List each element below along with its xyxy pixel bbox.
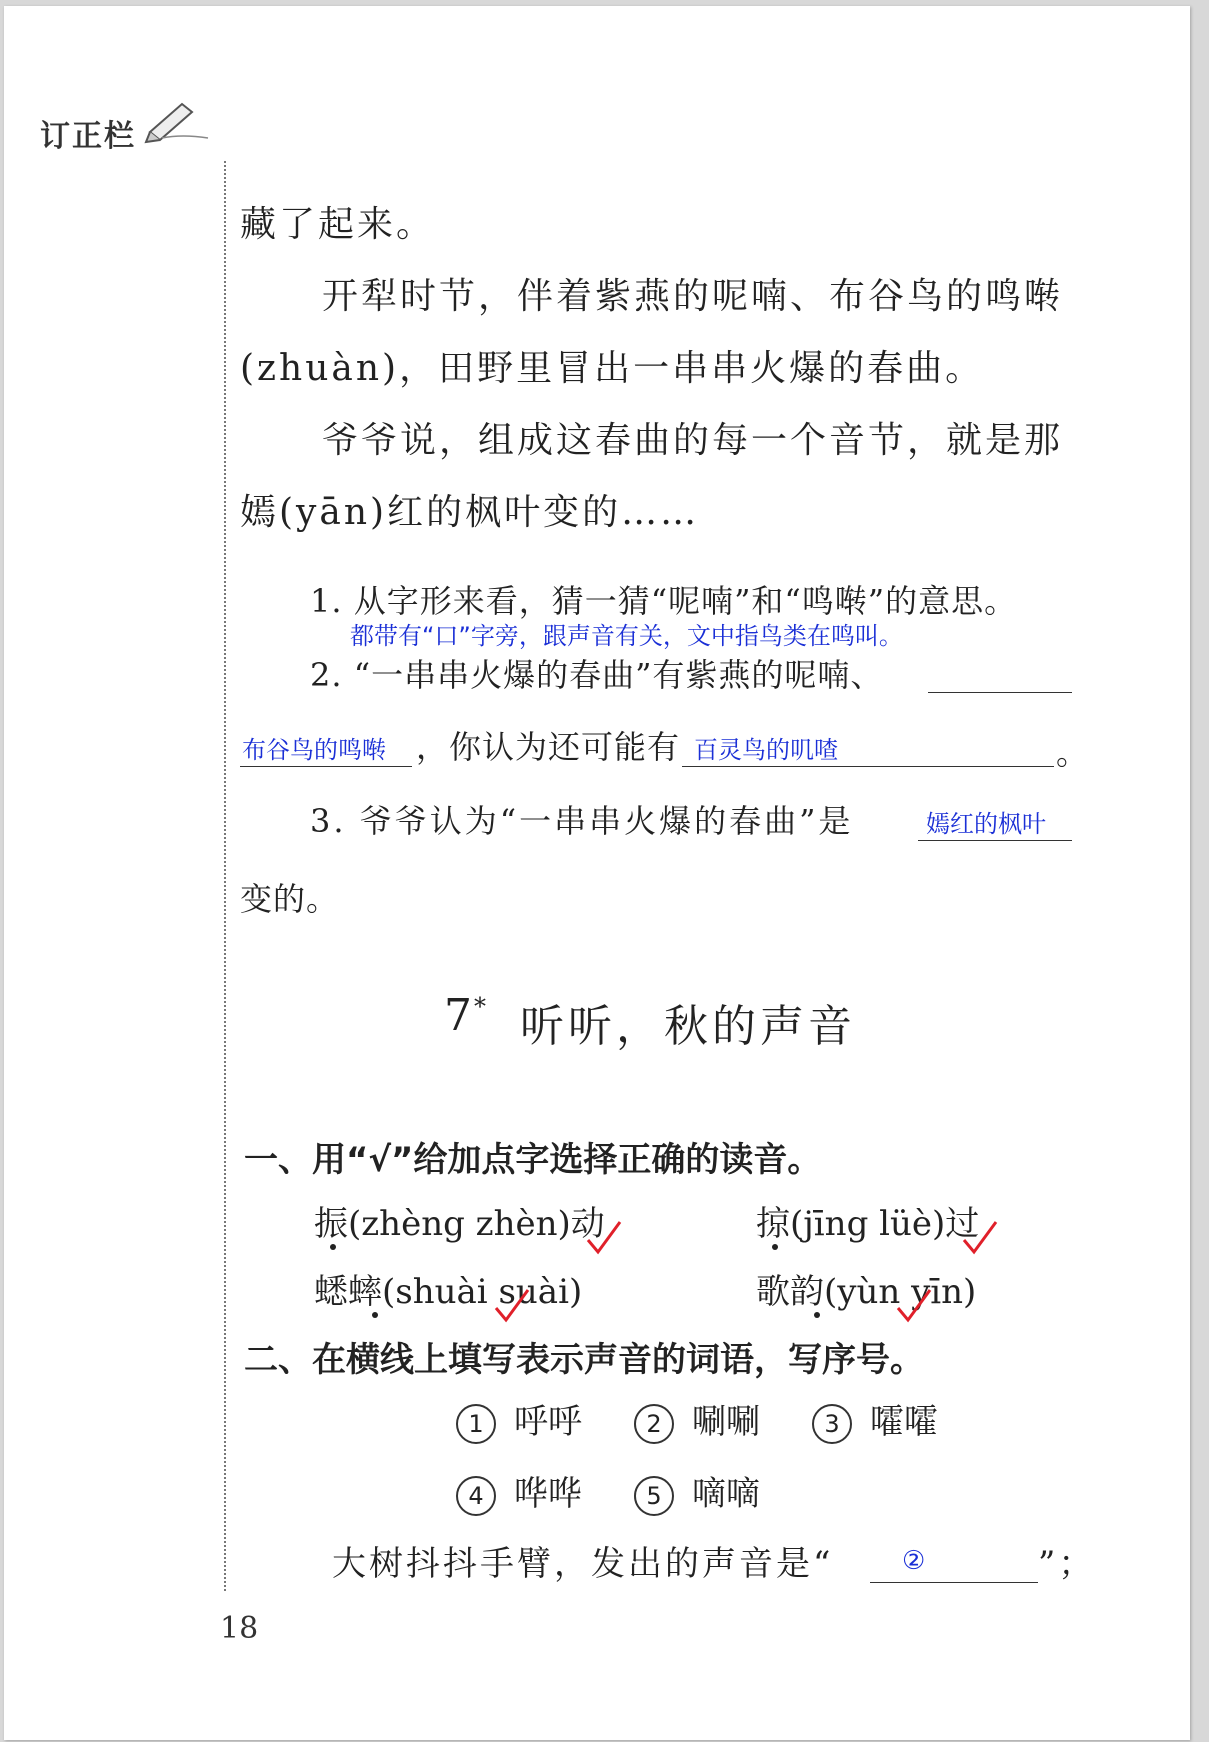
question-2-blank-top [928, 692, 1072, 693]
pinyin-item-1: 振(zhèng zhèn)动 [314, 1204, 605, 1244]
question-1-answer[interactable]: 都带有“口”字旁，跟声音有关，文中指鸟类在鸣叫。 [350, 622, 903, 650]
emphasis-dot [772, 1244, 778, 1250]
passage-line-2: 开犁时节，伴着紫燕的呢喃、布谷鸟的鸣啭 [322, 276, 1064, 317]
lesson-star: * [474, 992, 488, 1021]
passage-line-1: 藏了起来。 [240, 204, 436, 245]
emphasis-dot [330, 1244, 336, 1250]
passage-line-5: 嫣(yān)红的枫叶变的…… [240, 492, 700, 533]
correction-column-divider [224, 161, 226, 1591]
word-option-5: 5 嘀嘀 [634, 1466, 760, 1516]
correction-column-label: 订正栏 [40, 119, 136, 154]
question-3-blank [918, 840, 1072, 841]
lesson-title: 听听，秋的声音 [520, 1001, 856, 1052]
passage-line-4: 爷爷说，组成这春曲的每一个音节，就是那 [322, 420, 1064, 461]
check-mark-icon [960, 1218, 1000, 1258]
fill-sentence-end: ”； [1038, 1544, 1096, 1584]
section-1-heading: 一、用“√”给加点字选择正确的读音。 [244, 1140, 822, 1180]
emphasis-dot [814, 1312, 820, 1318]
check-mark-icon [894, 1286, 934, 1326]
page-number: 18 [220, 1611, 259, 1646]
pencil-icon [142, 94, 212, 144]
pinyin-item-4: 歌韵(yùn yīn) [756, 1272, 977, 1312]
emphasis-dot [372, 1312, 378, 1318]
word-option-2: 2 唰唰 [634, 1394, 760, 1444]
word-option-3: 3 嚯嚯 [812, 1394, 938, 1444]
check-mark-icon [492, 1286, 532, 1326]
check-mark-icon [584, 1218, 624, 1258]
question-2-answer-a[interactable]: 布谷鸟的鸣啭 [242, 736, 386, 764]
lesson-number-value: 7 [444, 990, 474, 1041]
word-option-4: 4 哗哗 [456, 1466, 582, 1516]
passage-line-3: (zhuàn)，田野里冒出一串串火爆的春曲。 [240, 348, 985, 389]
lesson-number [444, 990, 488, 1041]
fill-sentence-start: 大树抖抖手臂，发出的声音是“ [332, 1544, 834, 1584]
fill-sentence-answer[interactable]: ② [902, 1546, 926, 1576]
question-2-middle: ，你认为还可能有 [416, 728, 681, 766]
pinyin-item-3: 蟋蟀(shuài suài) [314, 1272, 583, 1312]
question-2-end: 。 [1056, 734, 1092, 772]
question-3: 3. 爷爷认为“一串串火爆的春曲”是 [310, 802, 854, 840]
section-2-heading: 二、在横线上填写表示声音的词语，写序号。 [244, 1340, 924, 1380]
fill-sentence-blank [870, 1582, 1038, 1583]
question-3-answer[interactable]: 嫣红的枫叶 [926, 810, 1046, 838]
word-option-1: 1 呼呼 [456, 1394, 582, 1444]
question-2-blank-b [682, 766, 1054, 767]
pinyin-item-2: 掠(jīng lüè)过 [756, 1204, 980, 1244]
question-2-blank-a [240, 766, 412, 767]
question-1: 1. 从字形来看，猜一猜“呢喃”和“鸣啭”的意思。 [310, 582, 1018, 620]
workbook-page [4, 6, 1190, 1740]
question-2: 2. “一串串火爆的春曲”有紫燕的呢喃、 [310, 656, 884, 694]
question-2-answer-b[interactable]: 百灵鸟的叽喳 [694, 736, 838, 764]
question-3-end: 变的。 [240, 880, 340, 918]
